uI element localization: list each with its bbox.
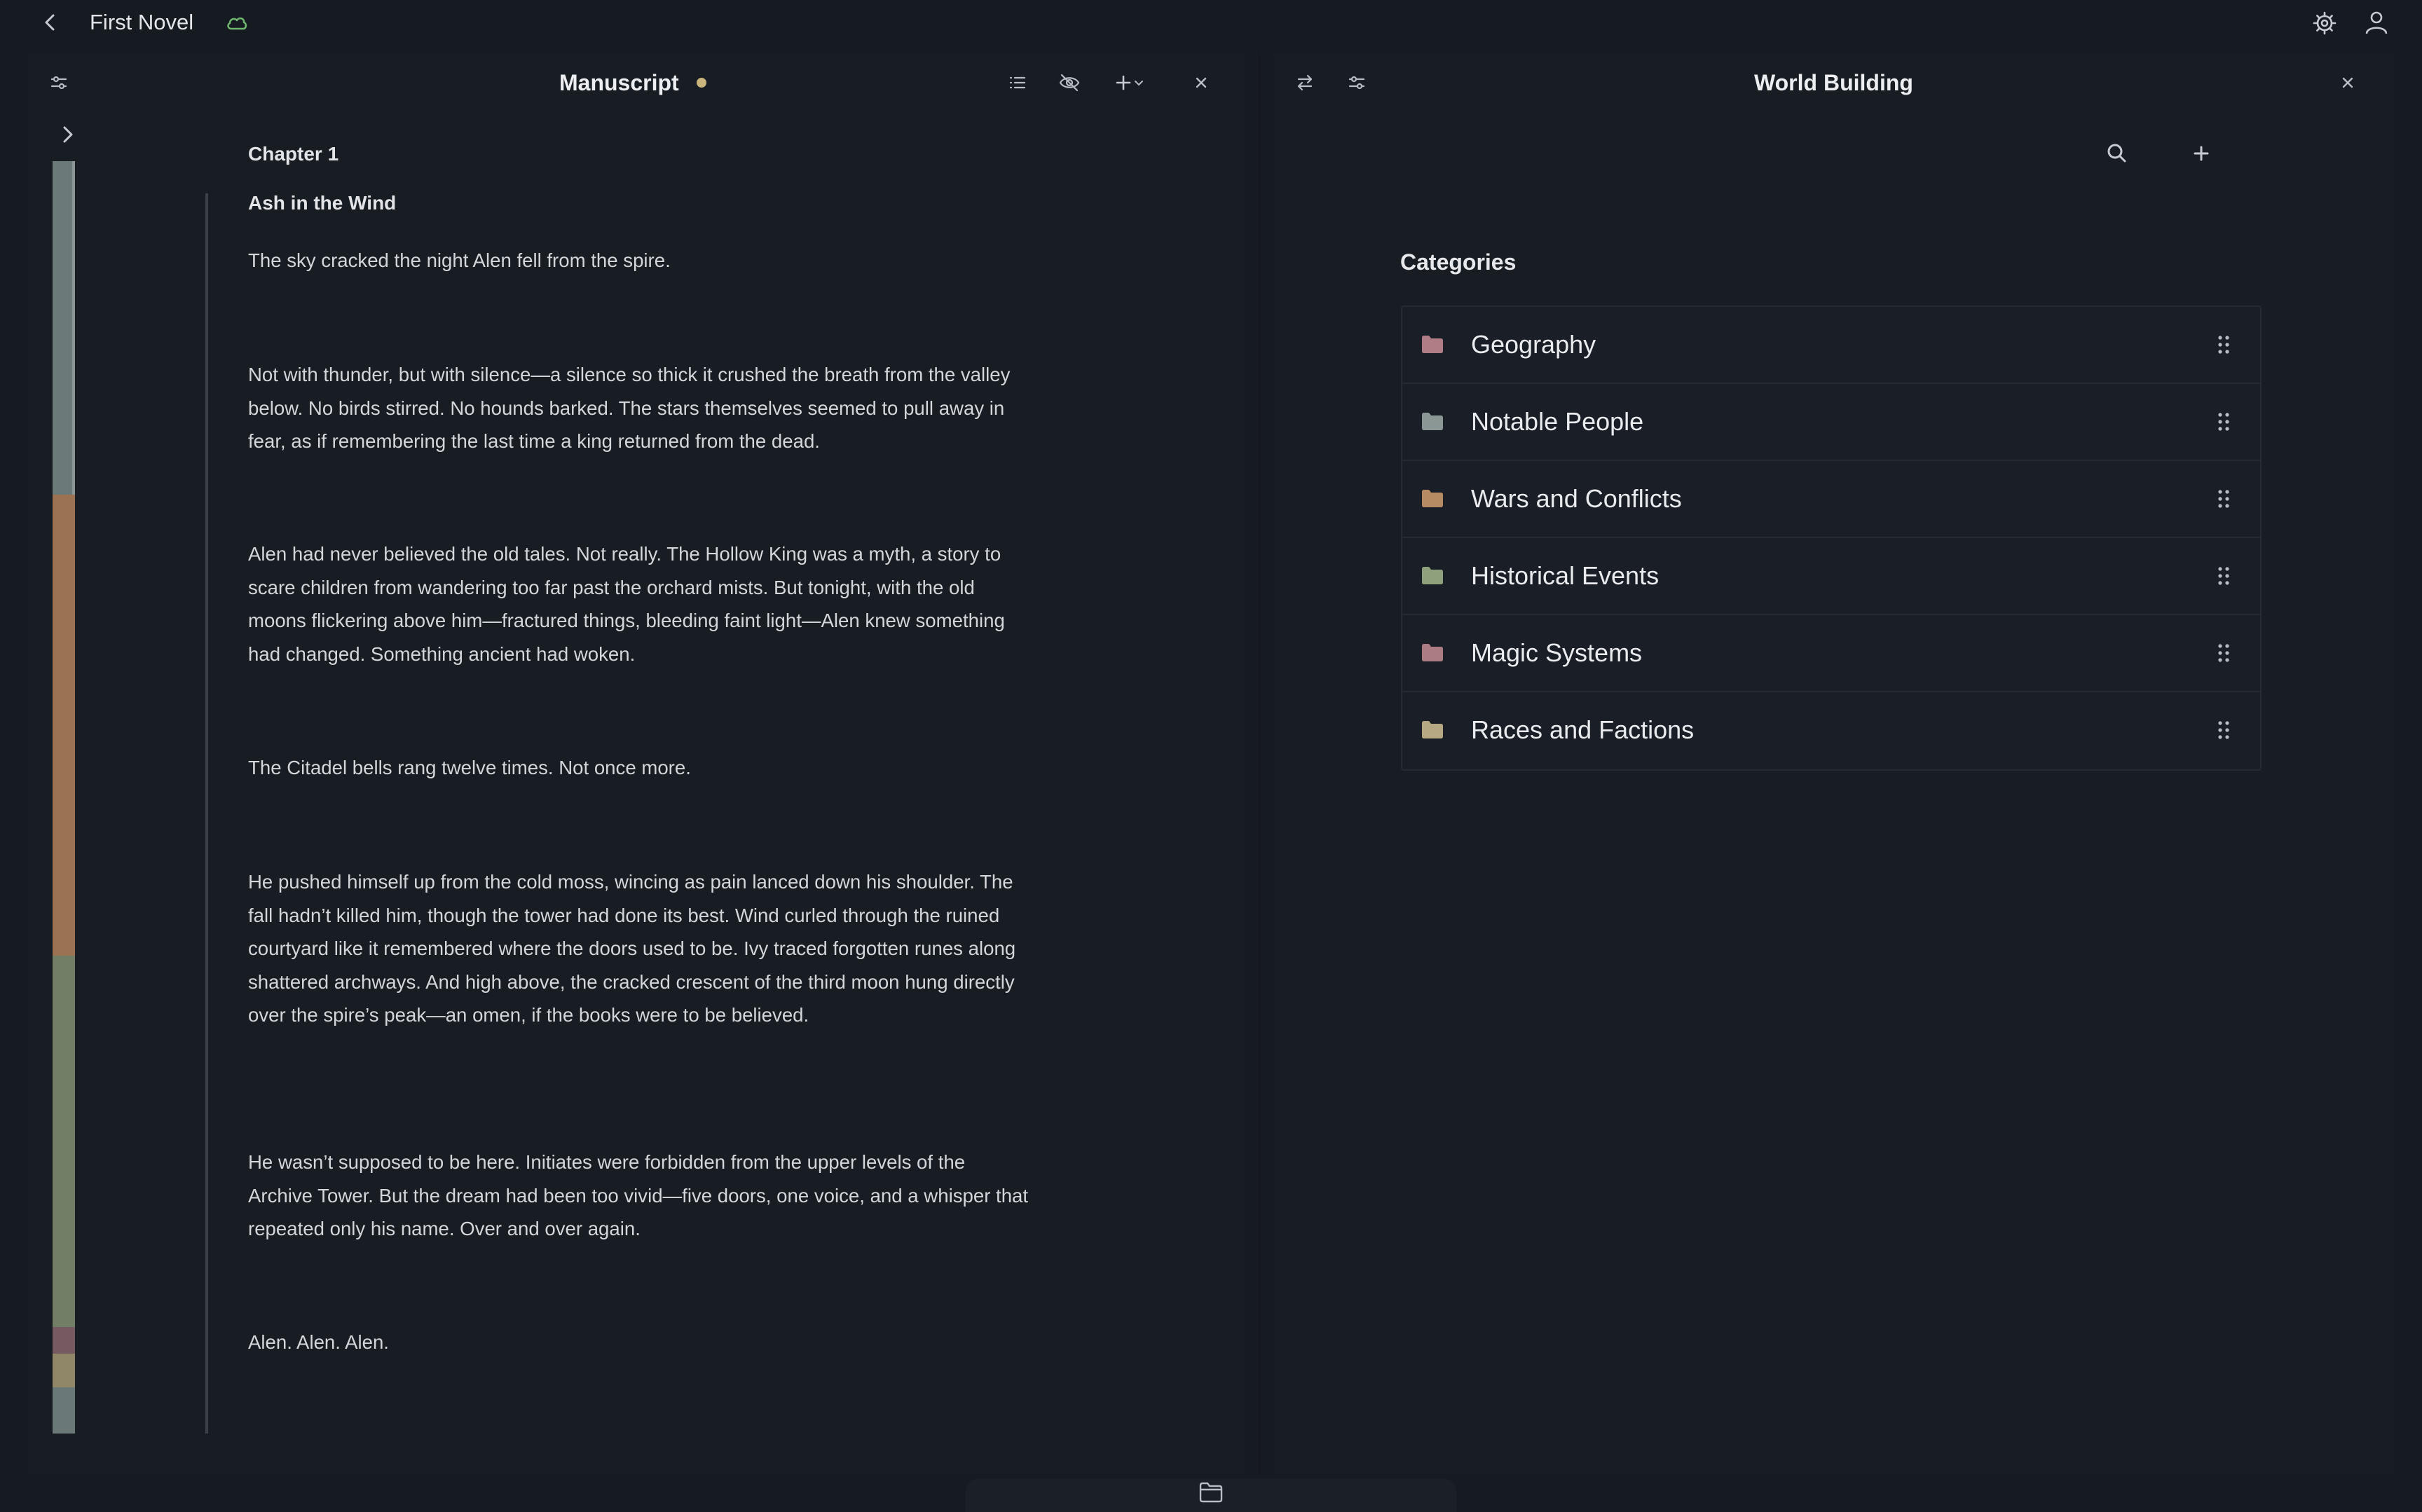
chevron-right-icon bbox=[52, 119, 83, 150]
add-menu-button[interactable] bbox=[1107, 67, 1152, 98]
panel-divider[interactable] bbox=[1259, 53, 1260, 1474]
category-label: Magic Systems bbox=[1471, 638, 1643, 667]
category-row-races-and-factions[interactable] bbox=[1402, 692, 2260, 769]
hide-eye-icon bbox=[1058, 71, 1081, 94]
folder-icon bbox=[1421, 642, 1444, 663]
drag-handle-icon bbox=[2215, 640, 2232, 666]
project-files-button[interactable] bbox=[1198, 1480, 1224, 1504]
manuscript-title: Manuscript bbox=[559, 70, 679, 95]
add-icon bbox=[1114, 74, 1133, 92]
world-building-title: World Building bbox=[1754, 70, 1913, 95]
category-label: Geography bbox=[1471, 330, 1596, 359]
folder-icon bbox=[1421, 334, 1444, 355]
category-row-wars-and-conflicts[interactable] bbox=[1402, 461, 2260, 538]
drag-handle-icon bbox=[2215, 563, 2232, 589]
close-icon bbox=[2340, 75, 2355, 90]
drag-handle[interactable] bbox=[2215, 332, 2232, 357]
folder-icon bbox=[1421, 411, 1444, 432]
close-world-building-button[interactable] bbox=[2332, 67, 2363, 98]
outline-button[interactable] bbox=[1002, 67, 1033, 98]
rail-segment[interactable] bbox=[53, 1354, 75, 1387]
chevron-down-icon bbox=[1133, 76, 1145, 89]
category-row-magic-systems[interactable] bbox=[1402, 615, 2260, 692]
settings-button[interactable] bbox=[2311, 10, 2338, 36]
chapter-label[interactable]: Chapter 1 bbox=[248, 143, 339, 165]
categories-heading: Categories bbox=[1400, 249, 1517, 275]
folder-icon bbox=[1421, 719, 1444, 740]
drag-handle-icon bbox=[2215, 486, 2232, 511]
category-row-historical-events[interactable] bbox=[1402, 538, 2260, 615]
category-row-geography[interactable] bbox=[1402, 307, 2260, 384]
scene-color-rail[interactable] bbox=[53, 161, 75, 1434]
rail-segment[interactable] bbox=[53, 1327, 75, 1354]
expand-sidebar-button[interactable] bbox=[52, 119, 83, 150]
drag-handle[interactable] bbox=[2215, 409, 2232, 434]
category-label: Historical Events bbox=[1471, 561, 1660, 590]
swap-arrows-icon bbox=[1294, 72, 1315, 93]
manuscript-filter-button[interactable] bbox=[43, 67, 74, 98]
scene-title[interactable]: Ash in the Wind bbox=[248, 192, 397, 214]
chevron-left-icon bbox=[38, 10, 63, 35]
world-building-filter-button[interactable] bbox=[1341, 67, 1372, 98]
rail-segment[interactable] bbox=[53, 1387, 75, 1434]
drag-handle[interactable] bbox=[2215, 486, 2232, 511]
search-button[interactable] bbox=[2102, 139, 2132, 168]
manuscript-paragraph[interactable]: The Citadel bells rang twelve times. Not once more. bbox=[248, 757, 691, 778]
project-title: First Novel bbox=[90, 10, 194, 34]
user-icon bbox=[2362, 8, 2390, 36]
manuscript-paragraph[interactable]: The sky cracked the night Alen fell from the spire. bbox=[248, 249, 671, 271]
category-label: Notable People bbox=[1471, 407, 1644, 436]
drag-handle-icon bbox=[2215, 409, 2232, 434]
drag-handle[interactable] bbox=[2215, 717, 2232, 743]
drag-handle-icon bbox=[2215, 332, 2232, 357]
manuscript-paragraph[interactable]: Not with thunder, but with silence—a silence so thick it crushed the breath from the valley below. No birds stirred. No hounds barked. The stars themselves seemed to pull away in fear, as if remembering the last time a king returned from the dead. bbox=[248, 364, 1011, 452]
back-button[interactable] bbox=[38, 10, 63, 35]
manuscript-paragraph[interactable]: Alen had never believed the old tales. Not really. The Hollow King was a myth, a story to scare children from wandering too far past the orchard mists. But tonight, with the old moons flickering above him—fractured things, bleeding faint light—Alen knew something had changed. Something ancient had woken. bbox=[248, 543, 1005, 665]
close-icon bbox=[1193, 75, 1209, 90]
drag-handle-icon bbox=[2215, 717, 2232, 743]
rail-segment[interactable] bbox=[53, 956, 75, 1327]
folder-icon bbox=[1421, 488, 1444, 509]
rail-segment[interactable] bbox=[53, 495, 75, 956]
toggle-visibility-button[interactable] bbox=[1054, 67, 1085, 98]
category-label: Races and Factions bbox=[1471, 715, 1695, 744]
top-bar bbox=[0, 0, 2422, 46]
rail-active-marker bbox=[72, 161, 75, 495]
scene-guide-line bbox=[205, 193, 208, 1434]
folder-icon bbox=[1421, 565, 1444, 586]
drag-handle[interactable] bbox=[2215, 640, 2232, 666]
sliders-icon bbox=[1347, 73, 1367, 92]
search-icon bbox=[2102, 139, 2132, 168]
category-label: Wars and Conflicts bbox=[1471, 484, 1682, 513]
cloud-icon bbox=[225, 12, 249, 33]
sliders-icon bbox=[49, 73, 69, 92]
unsaved-status-dot bbox=[697, 78, 706, 88]
swap-panels-button[interactable] bbox=[1289, 67, 1320, 98]
outline-list-icon bbox=[1008, 73, 1027, 92]
drag-handle[interactable] bbox=[2215, 563, 2232, 589]
add-category-button[interactable] bbox=[2187, 139, 2216, 168]
manuscript-paragraph[interactable]: He pushed himself up from the cold moss, wincing as pain lanced down his shoulder. The fall hadn’t killed him, though the tower had done its best. Wind curled through the ruined courtyard like it remembered where the doors used to be. Ivy traced forgotten runes along shattered archways. And high above, the cracked crescent of the third moon hung directly over the spire’s peak—an omen, if the books were to be believed. bbox=[248, 871, 1016, 1026]
close-manuscript-button[interactable] bbox=[1186, 67, 1217, 98]
category-row-notable-people[interactable] bbox=[1402, 384, 2260, 461]
folder-icon bbox=[1198, 1480, 1224, 1504]
add-icon bbox=[2187, 139, 2216, 168]
account-button[interactable] bbox=[2362, 8, 2390, 36]
sync-status[interactable] bbox=[225, 12, 249, 33]
category-list bbox=[1401, 305, 2262, 771]
manuscript-paragraph[interactable]: Alen. Alen. Alen. bbox=[248, 1331, 389, 1353]
gear-icon bbox=[2311, 10, 2338, 36]
manuscript-paragraph[interactable]: He wasn’t supposed to be here. Initiates were forbidden from the upper levels of the Archive Tower. But the dream had been too vivid—five doors, one voice, and a whisper that repeated only his name. Over and over again. bbox=[248, 1151, 1029, 1239]
